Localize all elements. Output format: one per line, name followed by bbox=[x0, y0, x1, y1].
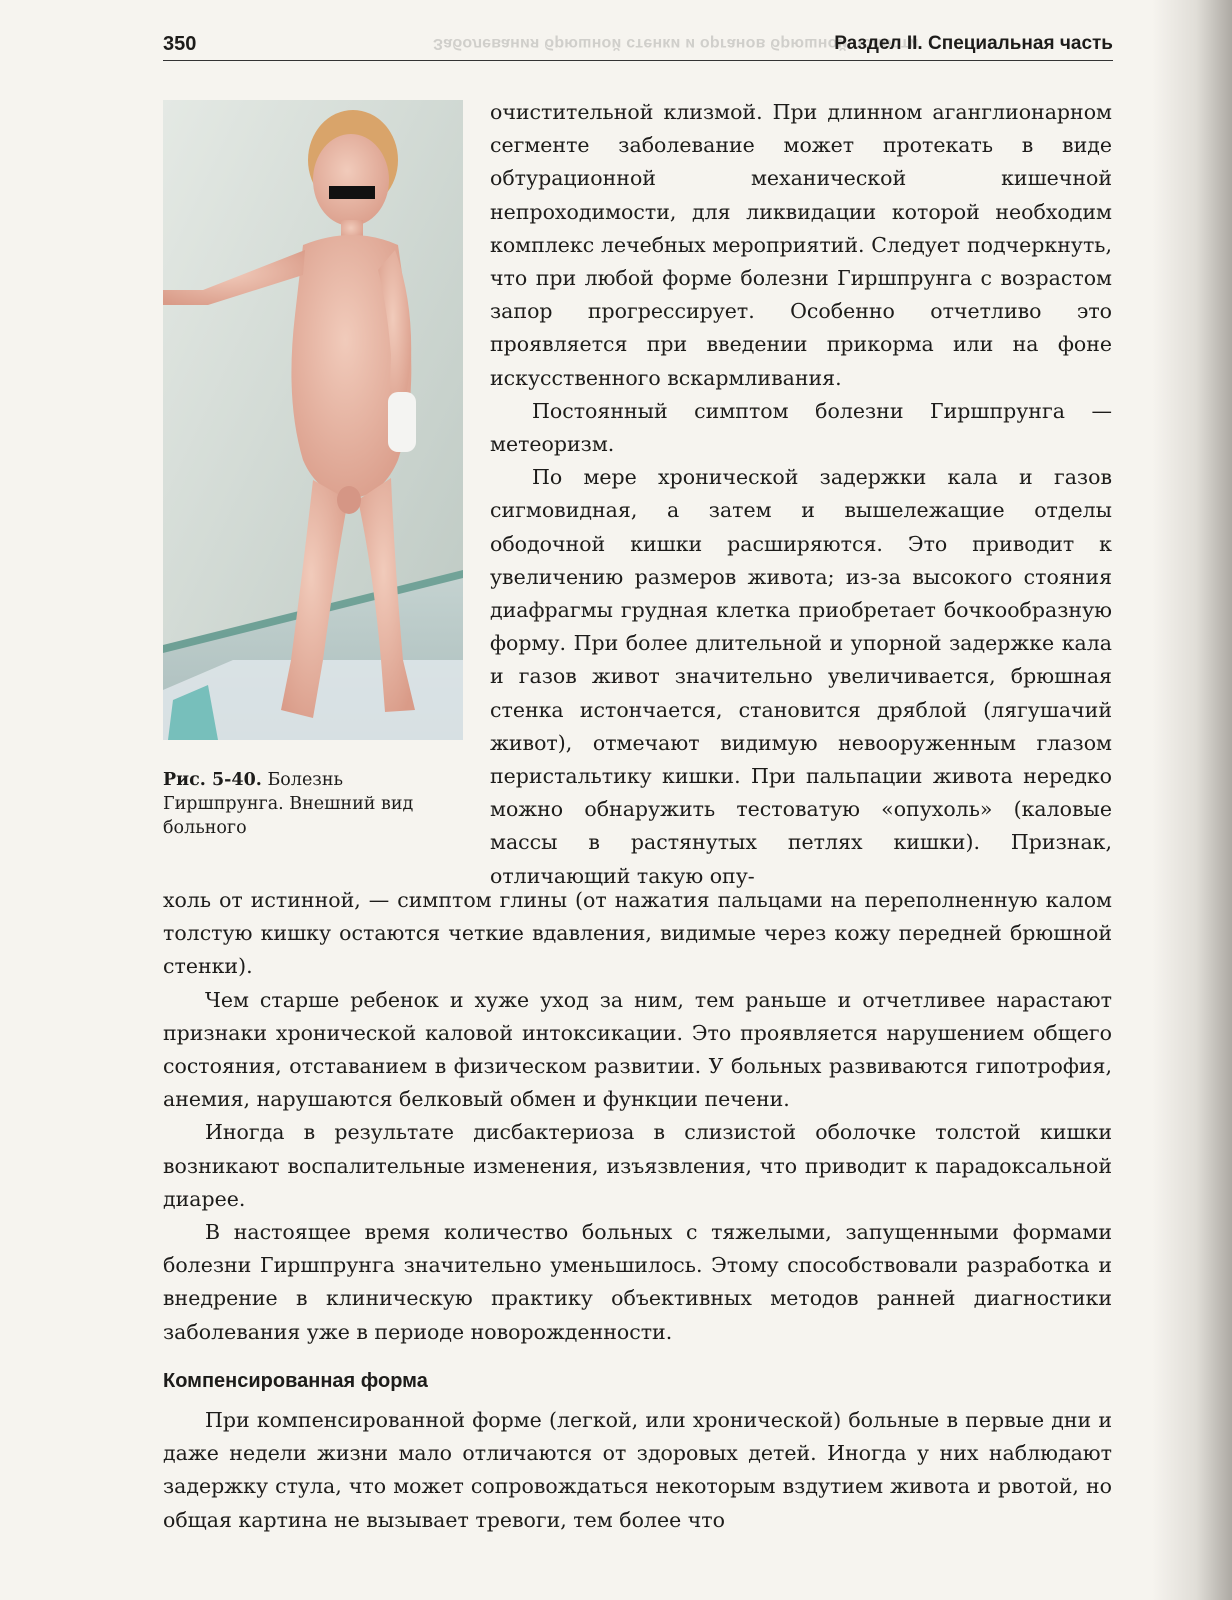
page-number: 350 bbox=[163, 33, 197, 55]
page-edge-shadow bbox=[1152, 0, 1232, 1600]
paragraph: Иногда в результате дисбактериоза в слизистой оболочке толстой кишки возникают воспалительные изменения, изъязвления, что приводит к парадоксальной диарее. bbox=[163, 1120, 1112, 1211]
paragraph: очистительной клизмой. При длинном аганглионарном сегменте заболевание может протекать в виде обтурационной механической кишечной непроходимости, для ликвидации которой необходим комплекс лечебных мероприятий. Следует подчеркнуть, что при любой форме болезни Гиршпрунга с возрастом запор прогрессирует. Особенно отчетливо это проявляется при введении прикорма или на фоне искусственного вскармливания. bbox=[490, 100, 1112, 390]
paragraph: При компенсированной форме (легкой, или хронической) больные в первые дни и даже недели жизни мало отличаются от здоровых детей. Иногда у них наблюдают задержку стула, что может сопровождаться некоторым вздутием живота и рвотой, но общая картина не вызывает тревоги, тем более что bbox=[163, 1408, 1112, 1532]
paragraph: Чем старше ребенок и хуже уход за ним, тем раньше и отчетливее нарастают признаки хронической каловой интоксикации. Это проявляется нарушением общего состояния, отставанием в физическом развитии. У больных развиваются гипотрофия, анемия, нарушаются белковый обмен и функции печени. bbox=[163, 987, 1112, 1112]
paragraph: Постоянный симптом болезни Гиршпрунга — метеоризм. bbox=[490, 398, 1112, 457]
figure-caption bbox=[163, 768, 463, 840]
running-header bbox=[163, 30, 1113, 61]
section-title: Раздел II. Специальная часть bbox=[834, 33, 1113, 54]
paragraph: В настоящее время количество больных с тяжелыми, запущенными формами болезни Гиршпрунга значительно уменьшилось. Этому способствовали разработка и внедрение в клиническую практику объективных методов ранней диагностики заболевания уже в периоде новорожденности. bbox=[163, 1220, 1112, 1344]
column-text bbox=[490, 96, 1112, 893]
caption-text: Болезнь Гиршпрунга. Внешний вид больного bbox=[163, 770, 414, 838]
section-heading: Компенсированная форма bbox=[163, 1369, 428, 1392]
full-width-text bbox=[163, 884, 1112, 1537]
show-through-header: Заболевания брюшной стенки и органов брюшной полости bbox=[433, 35, 919, 52]
paragraph: холь от истинной, — симптом глины (от нажатия пальцами на переполненную калом толстую кишку остаются четкие вдавления, видимые через кожу передней брюшной стенки). bbox=[163, 888, 1112, 979]
caption-label: Рис. 5-40. bbox=[163, 770, 262, 790]
paragraph: По мере хронической задержки кала и газов сигмовидная, а затем и вышележащие отделы ободочной кишки расширяются. Это приводит к увеличению размеров живота; из-за высокого стояния диафрагмы грудная клетка приобретает бочкообразную форму. При более длительной и упорной задержке кала и газов живот значительно увеличивается, брюшная стенка истончается, становится дряблой (лягушачий живот), отмечают видимую невооруженным глазом перистальтику кишки. При пальпации живота нередко можно обнаружить тестоватую «опухоль» (каловые массы в растянутых петлях кишки). Признак, отличающий такую опу- bbox=[490, 465, 1112, 888]
patient-photo bbox=[163, 100, 463, 740]
photo-illustration bbox=[163, 100, 463, 740]
